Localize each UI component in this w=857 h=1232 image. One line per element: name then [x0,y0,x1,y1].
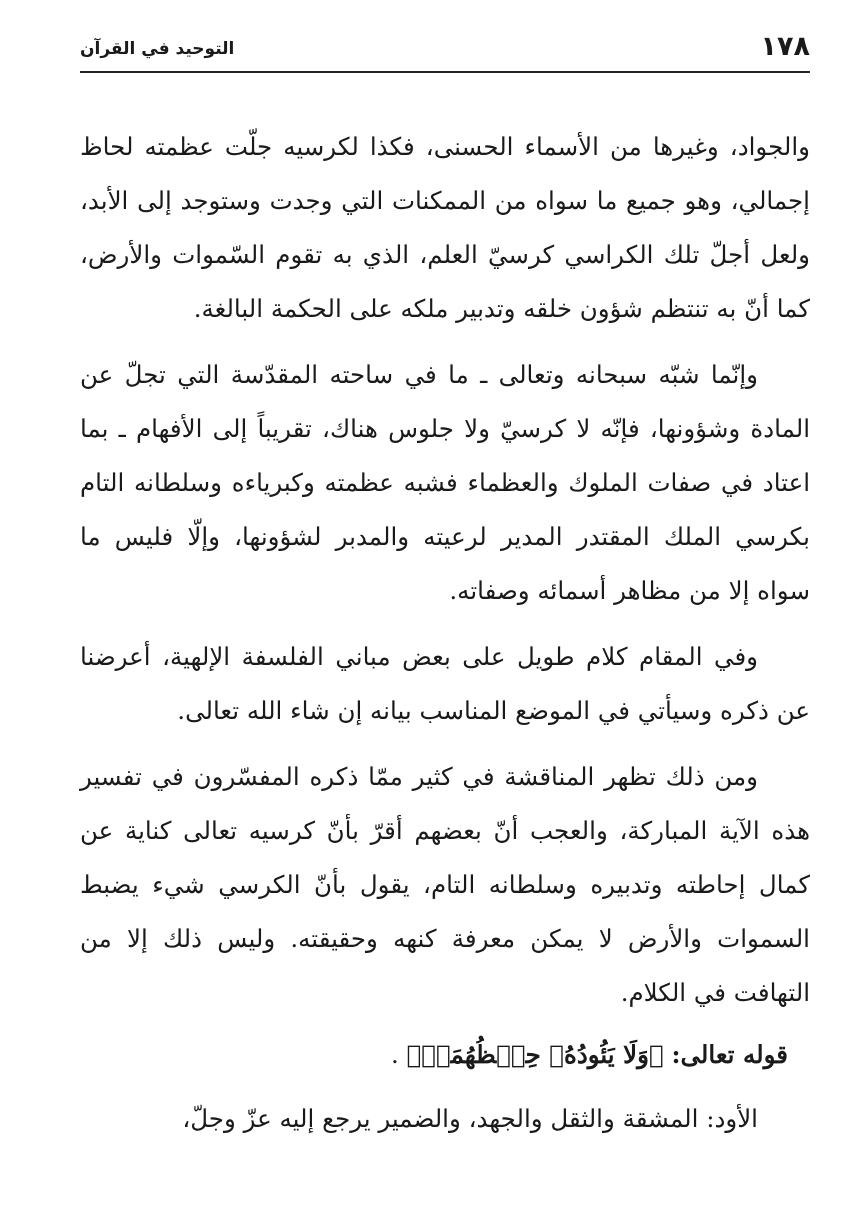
running-title: التوحيد في القرآن [80,39,235,59]
body-text [80,120,810,1146]
verse-label: قوله تعالى: [671,1040,788,1069]
paragraph-2: وإنّما شبّه سبحانه وتعالى ـ ما في ساحته المقدّسة التي تجلّ عن المادة وشؤونها، فإنّه لا كرسيّ ولا جلوس هناك، تقريباً إلى الأفهام ـ بما اعتاد في صفات الملوك والعظماء فشبه عظمته وكبرياءه وسلطانه التام بكرسي الملك المقتدر المدير لرعيته والمدبر لشؤونها، وإلّا فليس ما سواه إلا من مظاهر أسمائه وصفاته. [80,360,810,605]
paragraph-3: وفي المقام كلام طويل على بعض مباني الفلسفة الإلهية، أعرضنا عن ذكره وسيأتي في الموضع المناسب بيانه إن شاء الله تعالى. [80,642,810,725]
paragraph-1: والجواد، وغيرها من الأسماء الحسنى، فكذا لكرسيه جلّت عظمته لحاظ إجمالي، وهو جميع ما سواه من الممكنات التي وجدت وستوجد إلى الأبد، ولعل أجلّ تلك الكراسي كرسيّ العلم، الذي به تقوم السّموات والأرض، كما أنّ به تنتظم شؤون خلقه وتدبير ملكه على الحكمة البالغة. [80,132,810,323]
page-number: ١٧٨ [760,31,810,62]
paragraph-4: ومن ذلك تظهر المناقشة في كثير ممّا ذكره المفسّرون في تفسير هذه الآية المباركة، والعجب أنّ بعضهم أقرّ بأنّ كرسيه تعالى كناية عن كمال إحاطته وتدبيره وسلطانه التام، يقول بأنّ الكرسي شيء يضبط السموات والأرض لا يمكن معرفة كنهه وحقيقته. وليس ذلك إلا من التهافت في الكلام. [80,762,810,1007]
page-header [80,30,810,70]
header-divider [80,71,810,73]
verse-end: . [390,1040,399,1069]
definition-line: الأود: المشقة والثقل والجهد، والضمير يرجع إليه عزّ وجلّ، [182,1104,758,1133]
verse-heading [80,1028,810,1082]
verse-quote: ﴿وَلَا يَئُودُهُۥ حِفۡظُهُمَاۚ﴾ [406,1040,664,1069]
